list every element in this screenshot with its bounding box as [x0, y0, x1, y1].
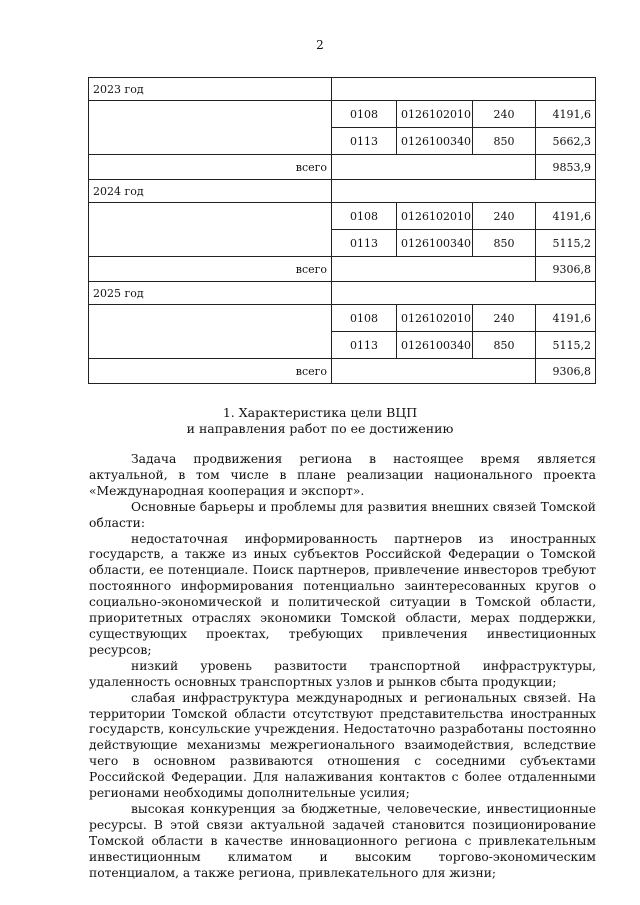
expense-type: 240	[473, 101, 536, 128]
section-code: 0108	[332, 101, 397, 128]
target-code: 0126102010	[397, 305, 473, 332]
amount: 5662,3	[536, 128, 596, 155]
section-code: 0113	[332, 332, 397, 359]
year-label: 2025 год	[89, 282, 332, 305]
paragraph-awareness: недостаточная информированность партнеров из иностранных государств, а также из иных субъектов Российской Федерации о Томской области, ее потенциале. Поиск партнеров, привлечение инвесторов требуют постоянного информирования потенциально заинтересованных кругов о социально-экономической и политической ситуации в Томской области, приоритетных отраслях экономики Томской области, мерах поддержки, существующих проектах, требующих привлечения инвестиционных ресурсов;	[89, 531, 596, 657]
total-row	[89, 155, 596, 180]
total-amount: 9306,8	[536, 359, 596, 384]
total-label: всего	[89, 155, 332, 180]
body-text	[89, 452, 596, 881]
target-code: 0126102010	[397, 101, 473, 128]
expense-type: 850	[473, 332, 536, 359]
amount: 5115,2	[536, 332, 596, 359]
total-label: всего	[89, 359, 332, 384]
expense-type: 240	[473, 203, 536, 230]
table-row	[89, 101, 596, 128]
budget-table	[88, 77, 596, 384]
target-code: 0126102010	[397, 203, 473, 230]
year-row-2025	[89, 282, 596, 305]
year-label: 2023 год	[89, 78, 332, 101]
paragraph-competition: высокая конкуренция за бюджетные, человеческие, инвестиционные ресурсы. В этой связи актуальной задачей становится позиционирование Томской области в качестве инновационного региона с привлекательным инвестиционным климатом и высоким торгово-экономическим потенциалом, а также региона, привлекательного для жизни;	[89, 801, 596, 880]
expense-type: 240	[473, 305, 536, 332]
expense-type: 850	[473, 128, 536, 155]
amount: 4191,6	[536, 203, 596, 230]
paragraph-transport: низкий уровень развитости транспортной инфраструктуры, удаленность основных транспортных узлов и рынков сбыта продукции;	[89, 658, 596, 689]
paragraph-barriers-intro: Основные барьеры и проблемы для развития внешних связей Томской области:	[89, 499, 596, 530]
year-label: 2024 год	[89, 180, 332, 203]
section-code: 0113	[332, 128, 397, 155]
section-code: 0108	[332, 305, 397, 332]
section-code: 0108	[332, 203, 397, 230]
total-amount: 9853,9	[536, 155, 596, 180]
total-label: всего	[89, 257, 332, 282]
section-title	[0, 405, 640, 437]
table-row	[89, 305, 596, 332]
year-row-2023	[89, 78, 596, 101]
total-row	[89, 257, 596, 282]
target-code: 0126100340	[397, 230, 473, 257]
year-row-2024	[89, 180, 596, 203]
total-row	[89, 359, 596, 384]
total-amount: 9306,8	[536, 257, 596, 282]
paragraph-infrastructure: слабая инфраструктура международных и региональных связей. На территории Томской области отсутствуют представительства иностранных государств, консульские учреждения. Недостаточно разработаны постоянно действующие механизмы межрегионального взаимодействия, вследствие чего в основном развиваются отношения с соседними субъектами Российской Федерации. Для налаживания контактов с более отдаленными регионами необходимы дополнительные усилия;	[89, 690, 596, 801]
section-title-line-2: и направления работ по ее достижению	[186, 421, 454, 436]
amount: 4191,6	[536, 305, 596, 332]
paragraph-task: Задача продвижения региона в настоящее время является актуальной, в том числе в плане реализации национального проекта «Международная кооперация и экспорт».	[89, 452, 596, 498]
target-code: 0126100340	[397, 128, 473, 155]
amount: 4191,6	[536, 101, 596, 128]
target-code: 0126100340	[397, 332, 473, 359]
table-row	[89, 203, 596, 230]
section-title-line-1: 1. Характеристика цели ВЦП	[222, 405, 418, 420]
expense-type: 850	[473, 230, 536, 257]
page-number: 2	[316, 38, 324, 52]
section-code: 0113	[332, 230, 397, 257]
amount: 5115,2	[536, 230, 596, 257]
